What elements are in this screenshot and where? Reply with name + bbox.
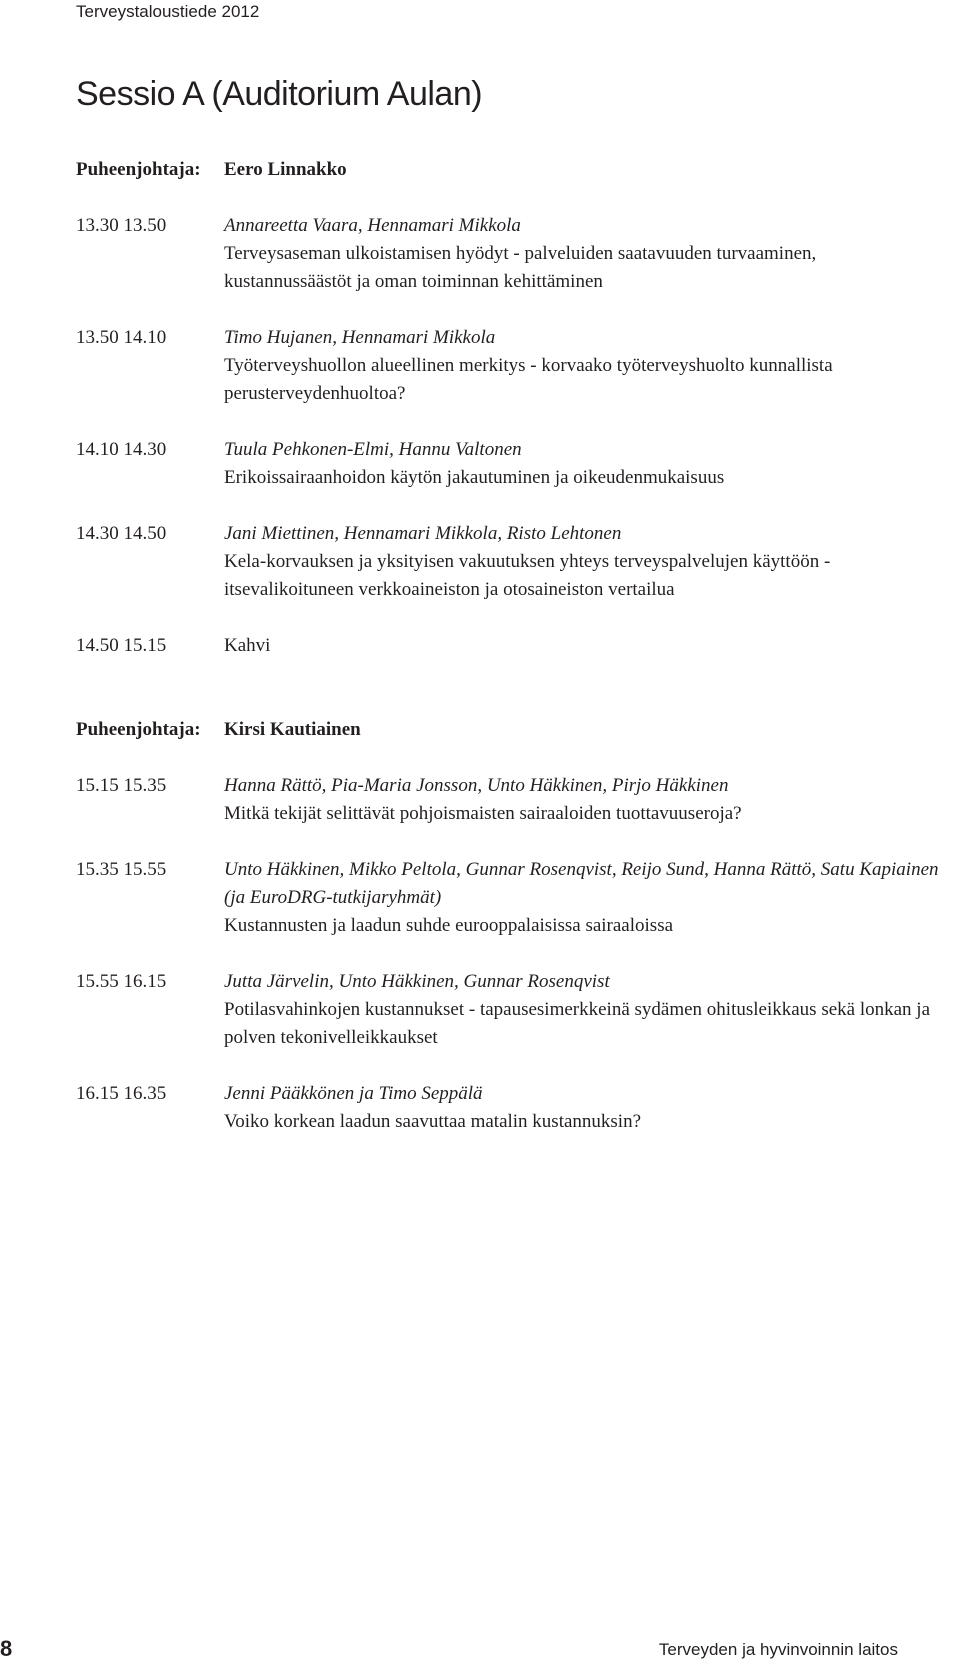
chair-line	[76, 156, 946, 184]
session-block-2	[76, 716, 946, 1164]
item-time: 14.30 14.50	[76, 523, 167, 544]
program-item	[76, 772, 946, 828]
program-item	[76, 520, 946, 604]
item-content	[224, 632, 946, 660]
item-title: Mitkä tekijät selittävät pohjoismaisten sairaaloiden tuottavuuseroja?	[224, 803, 742, 824]
item-authors: Annareetta Vaara, Hennamari Mikkola	[224, 215, 521, 236]
item-authors: Timo Hujanen, Hennamari Mikkola	[224, 327, 496, 348]
item-content	[224, 212, 946, 296]
item-time: 14.10 14.30	[76, 439, 167, 460]
item-authors: Tuula Pehkonen-Elmi, Hannu Valtonen	[224, 439, 522, 460]
session-block-1	[76, 156, 946, 688]
running-header: Terveystaloustiede 2012	[76, 2, 260, 21]
item-title: Erikoissairaanhoidon käytön jakautuminen ja oikeudenmukaisuus	[224, 467, 725, 488]
item-content	[224, 436, 946, 492]
item-title: Kela-korvauksen ja yksityisen vakuutuksen yhteys terveyspalvelujen käyttöön - itsevalikoituneen verkkoaineiston ja otosaineiston vertailua	[224, 551, 831, 600]
session-title: Sessio A (Auditorium Aulan)	[76, 75, 483, 113]
chair-line	[76, 716, 946, 744]
program-item	[76, 436, 946, 492]
item-time: 14.50 15.15	[76, 635, 167, 656]
chair-label: Puheenjohtaja:	[76, 159, 201, 180]
item-time: 16.15 16.35	[76, 1083, 167, 1104]
chair-label: Puheenjohtaja:	[76, 719, 201, 740]
item-authors: Jenni Pääkkönen ja Timo Seppälä	[224, 1083, 483, 1104]
item-title: Terveysaseman ulkoistamisen hyödyt - palveluiden saatavuuden turvaaminen, kustannussäästöt ja oman toiminnan kehittäminen	[224, 243, 817, 292]
program-item	[76, 1080, 946, 1136]
item-time: 15.35 15.55	[76, 859, 167, 880]
item-content	[224, 856, 946, 940]
item-authors: Unto Häkkinen, Mikko Peltola, Gunnar Rosenqvist, Reijo Sund, Hanna Rättö, Satu Kapiainen (ja EuroDRG-tutkijaryhmät)	[224, 859, 939, 908]
item-content	[224, 324, 946, 408]
item-authors: Hanna Rättö, Pia-Maria Jonsson, Unto Häkkinen, Pirjo Häkkinen	[224, 775, 729, 796]
item-content	[224, 1080, 946, 1136]
footer-publisher: Terveyden ja hyvinvoinnin laitos	[658, 1640, 898, 1659]
chair-name: Eero Linnakko	[224, 159, 347, 180]
chair-name: Kirsi Kautiainen	[224, 719, 361, 740]
program-item	[76, 212, 946, 296]
program-item	[76, 856, 946, 940]
item-authors: Jutta Järvelin, Unto Häkkinen, Gunnar Rosenqvist	[224, 971, 610, 992]
item-time: 13.30 13.50	[76, 215, 167, 236]
item-time: 15.15 15.35	[76, 775, 167, 796]
item-content	[224, 968, 946, 1052]
item-content	[224, 772, 946, 828]
item-time: 13.50 14.10	[76, 327, 167, 348]
item-title: Potilasvahinkojen kustannukset - tapausesimerkkeinä sydämen ohitusleikkaus sekä lonkan ja polven tekonivelleikkaukset	[224, 999, 931, 1048]
item-content	[224, 520, 946, 604]
item-title: Kahvi	[224, 635, 271, 656]
item-title: Voiko korkean laadun saavuttaa matalin kustannuksin?	[224, 1111, 642, 1132]
item-title: Kustannusten ja laadun suhde eurooppalaisissa sairaaloissa	[224, 915, 674, 936]
item-title: Työterveyshuollon alueellinen merkitys - korvaako työterveyshuolto kunnallista perusterveydenhuoltoa?	[224, 355, 833, 404]
item-authors: Jani Miettinen, Hennamari Mikkola, Risto Lehtonen	[224, 523, 622, 544]
program-item	[76, 968, 946, 1052]
program-item	[76, 324, 946, 408]
page-number: 8	[0, 1636, 13, 1661]
item-time: 15.55 16.15	[76, 971, 167, 992]
program-item-break	[76, 632, 946, 660]
